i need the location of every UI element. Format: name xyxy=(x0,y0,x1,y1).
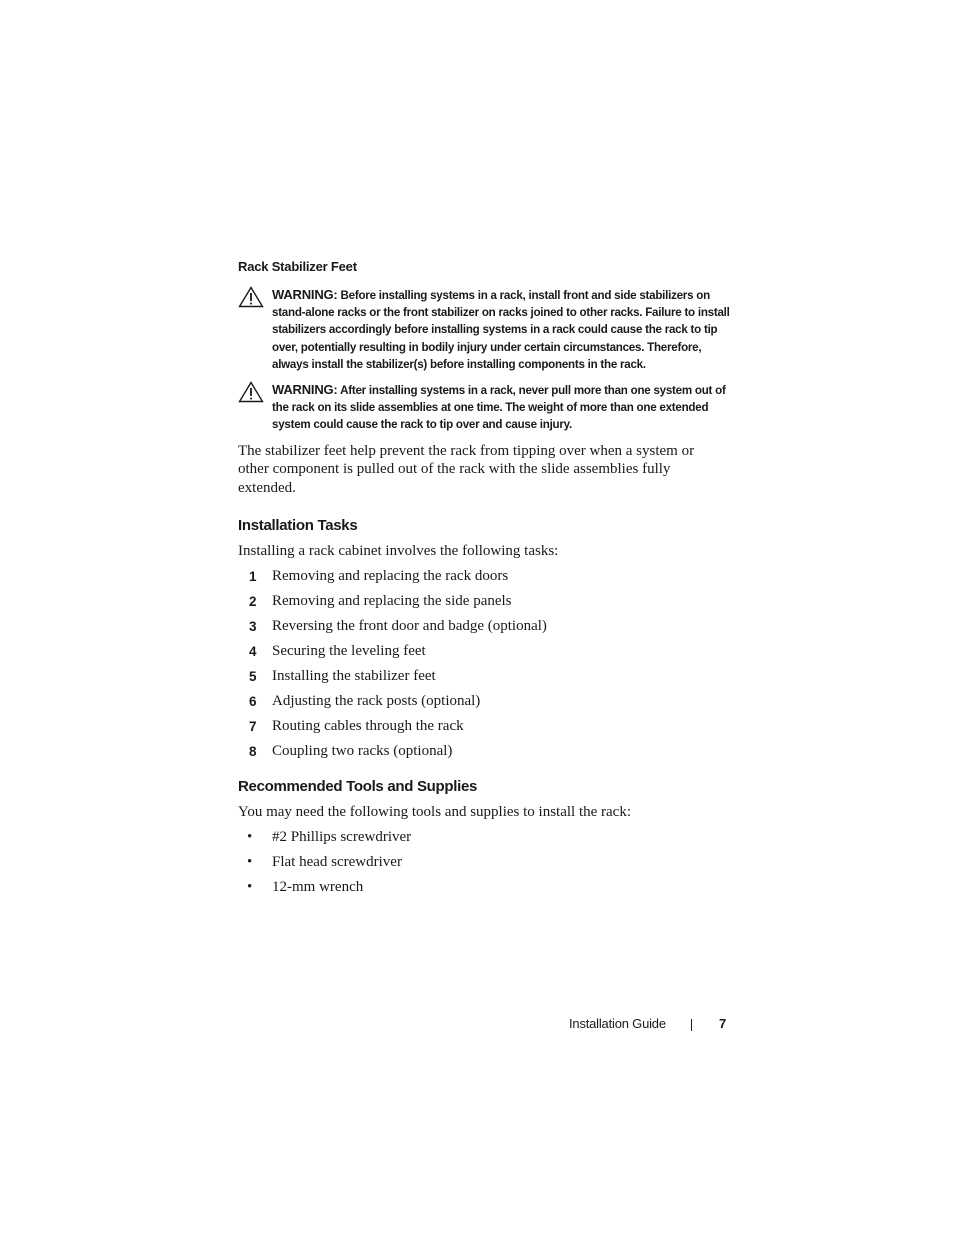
footer-divider xyxy=(691,1019,692,1031)
step-number: 7 xyxy=(249,718,257,734)
tool-text: Flat head screwdriver xyxy=(272,853,402,870)
tools-heading: Recommended Tools and Supplies xyxy=(238,777,478,795)
list-item xyxy=(238,853,738,878)
stabilizer-paragraph: The stabilizer feet help prevent the rack from tipping over when a system or other component is pulled out of the rack with the slide assemblies fully extended. xyxy=(238,442,695,497)
stabilizer-heading: Rack Stabilizer Feet xyxy=(238,259,357,274)
warning-text: After installing systems in a rack, never pull more than one system out of the rack on its slide assemblies at one time. The weight of more than one extended system could cause the rack to tip over and cause injury. xyxy=(272,384,726,432)
list-item xyxy=(238,567,738,592)
step-text: Installing the stabilizer feet xyxy=(272,667,436,684)
tools-list xyxy=(238,828,738,903)
warning-text: Before installing systems in a rack, install front and side stabilizers on stand-alone racks or the front stabilizer on racks joined to other racks. Failure to install stabilizers accordingly before installing systems in a rack could cause the rack to tip over, potentially resulting in bodily injury under certain circumstances. Therefore, always install the stabilizer(s) before installing components in the rack. xyxy=(272,289,730,371)
page-content xyxy=(238,258,738,903)
tool-text: 12-mm wrench xyxy=(272,878,364,895)
bullet-icon: • xyxy=(247,853,253,870)
step-number: 5 xyxy=(249,668,257,684)
bullet-icon: • xyxy=(247,828,253,845)
list-item xyxy=(238,828,738,853)
step-text: Removing and replacing the side panels xyxy=(272,592,512,609)
step-number: 4 xyxy=(249,643,257,659)
step-text: Coupling two racks (optional) xyxy=(272,742,453,759)
step-text: Reversing the front door and badge (optional) xyxy=(272,617,547,634)
list-item xyxy=(238,742,738,767)
step-text: Removing and replacing the rack doors xyxy=(272,567,509,584)
step-text: Adjusting the rack posts (optional) xyxy=(272,692,481,709)
step-text: Routing cables through the rack xyxy=(272,717,464,734)
warning-label: WARNING: xyxy=(272,287,338,302)
bullet-icon: • xyxy=(247,878,253,895)
footer-guide-title: Installation Guide xyxy=(569,1016,666,1031)
step-number: 8 xyxy=(249,743,257,759)
list-item xyxy=(238,717,738,742)
list-item xyxy=(238,592,738,617)
step-text: Securing the leveling feet xyxy=(272,642,426,659)
step-number: 2 xyxy=(249,593,257,609)
list-item xyxy=(238,692,738,717)
installation-tasks-list xyxy=(238,567,738,767)
warning-slide-assemblies xyxy=(238,381,738,434)
warning-stabilizers xyxy=(238,286,738,373)
list-item xyxy=(238,878,738,903)
step-number: 1 xyxy=(249,568,257,584)
page-number: 7 xyxy=(719,1016,727,1031)
warning-triangle-icon xyxy=(238,286,264,308)
list-item xyxy=(238,642,738,667)
tools-intro: You may need the following tools and supplies to install the rack: xyxy=(238,803,632,820)
tool-text: #2 Phillips screwdriver xyxy=(272,828,412,845)
list-item xyxy=(238,667,738,692)
installation-tasks-heading: Installation Tasks xyxy=(238,517,358,535)
installation-tasks-intro: Installing a rack cabinet involves the following tasks: xyxy=(238,543,559,560)
warning-triangle-icon xyxy=(238,381,264,403)
warning-label: WARNING: xyxy=(272,382,338,398)
step-number: 6 xyxy=(249,693,257,709)
page-footer xyxy=(569,1014,729,1034)
list-item xyxy=(238,617,738,642)
step-number: 3 xyxy=(249,618,257,634)
